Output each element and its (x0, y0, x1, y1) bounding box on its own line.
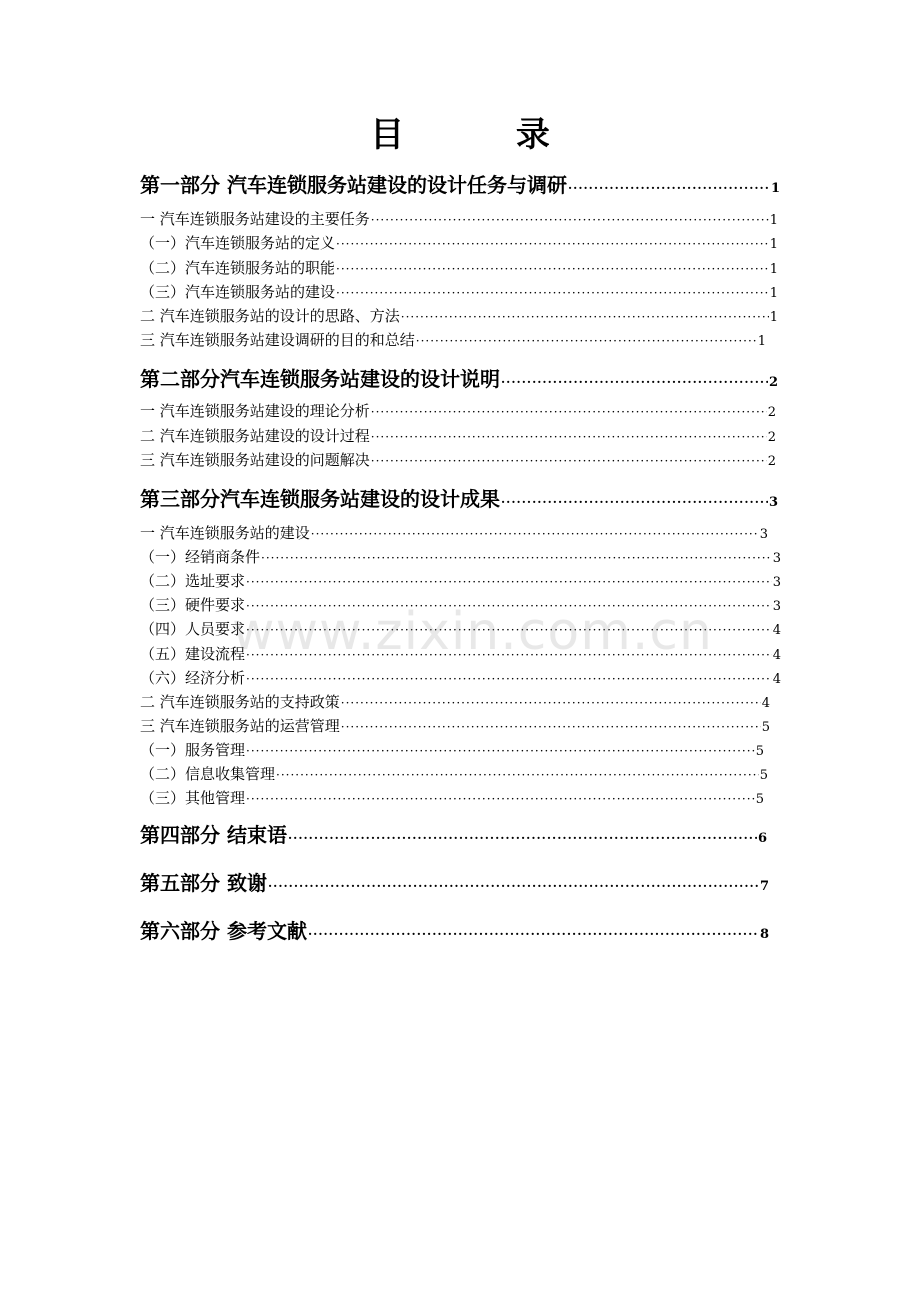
toc-leader-dots (416, 330, 757, 352)
toc-entry-label: 第五部分 致谢 (140, 871, 267, 895)
toc-page-number: 1 (769, 286, 778, 301)
toc-entry-label: 二 汽车连锁服务站的设计的思路、方法 (140, 307, 400, 325)
toc-leader-dots (401, 306, 769, 328)
toc-page-number: 4 (761, 696, 770, 711)
toc-part-entry[interactable] (140, 870, 769, 900)
toc-leader-dots (341, 716, 761, 738)
toc-section-entry[interactable] (140, 739, 764, 763)
toc-page-number: 3 (759, 527, 768, 542)
toc-leader-dots (336, 258, 769, 280)
toc-section-entry[interactable] (140, 208, 778, 232)
toc-leader-dots (501, 489, 768, 515)
toc-entry-label: 一 汽车连锁服务站的建设 (140, 524, 310, 542)
toc-section-entry[interactable] (140, 400, 776, 424)
toc-part-entry[interactable] (140, 486, 778, 516)
toc-entry-label: （三）汽车连锁服务站的建设 (140, 283, 336, 301)
toc-section-entry[interactable] (140, 715, 770, 739)
toc-entry-label: （五）建设流程 (140, 645, 246, 663)
toc-entry-label: （二）选址要求 (140, 572, 246, 590)
toc-leader-dots (311, 523, 759, 545)
toc-page-number: 1 (757, 334, 766, 349)
toc-leader-dots (268, 873, 759, 899)
toc-section-entry[interactable] (140, 570, 781, 594)
toc-entry-label: 第六部分 参考文献 (140, 919, 307, 943)
toc-page-number: 3 (772, 551, 781, 566)
toc-leader-dots (501, 369, 768, 395)
toc-page-number: 5 (761, 720, 770, 735)
toc-page-number: 3 (772, 575, 781, 590)
toc-leader-dots (246, 668, 772, 690)
toc-entry-label: 一 汽车连锁服务站建设的主要任务 (140, 210, 370, 228)
toc-part-entry[interactable] (140, 172, 780, 202)
toc-section-entry[interactable] (140, 763, 768, 787)
toc-section-entry[interactable] (140, 787, 764, 811)
toc-leader-dots (371, 401, 767, 423)
toc-entry-label: 第三部分汽车连锁服务站建设的设计成果 (140, 487, 500, 511)
toc-page-number: 1 (769, 262, 778, 277)
toc-entry-label: （一）经销商条件 (140, 548, 261, 566)
toc-entry-label: 二 汽车连锁服务站的支持政策 (140, 693, 340, 711)
toc-page-number: 1 (769, 310, 778, 325)
toc-leader-dots (246, 595, 772, 617)
toc-entry-label: （三）其他管理 (140, 789, 246, 807)
toc-page-number: 2 (767, 454, 776, 469)
toc-leader-dots (336, 233, 769, 255)
toc-entry-label: 三 汽车连锁服务站建设的问题解决 (140, 451, 370, 469)
toc-leader-dots (261, 547, 772, 569)
toc-leader-dots (246, 788, 755, 810)
toc-entry-label: 第四部分 结束语 (140, 823, 287, 847)
toc-part-entry[interactable] (140, 918, 769, 948)
toc-page-number: 5 (755, 744, 764, 759)
toc-page-number: 3 (772, 599, 781, 614)
toc-section-entry[interactable] (140, 425, 776, 449)
watermark: www.zixin.com.cn (232, 602, 713, 662)
toc-leader-dots (288, 825, 757, 851)
toc-entry-label: （四）人员要求 (140, 620, 246, 638)
toc-entry-label: 三 汽车连锁服务站的运营管理 (140, 717, 340, 735)
toc-leader-dots (308, 921, 759, 947)
toc-entry-label: 第二部分汽车连锁服务站建设的设计说明 (140, 367, 500, 391)
toc-page-number: 1 (769, 237, 778, 252)
toc-leader-dots (371, 426, 767, 448)
toc-entry-label: （一）汽车连锁服务站的定义 (140, 234, 336, 252)
toc-leader-dots (341, 692, 761, 714)
toc-section-entry[interactable] (140, 618, 781, 642)
toc-entry-label: 第一部分 汽车连锁服务站建设的设计任务与调研 (140, 173, 567, 197)
toc-section-entry[interactable] (140, 522, 768, 546)
toc-part-entry[interactable] (140, 822, 767, 852)
toc-page-number: 4 (772, 623, 781, 638)
toc-page-number: 7 (759, 879, 769, 894)
toc-page-number: 1 (769, 213, 778, 228)
toc-leader-dots (246, 619, 772, 641)
toc-entry-label: 二 汽车连锁服务站建设的设计过程 (140, 427, 370, 445)
toc-section-entry[interactable] (140, 257, 778, 281)
toc-page-number: 5 (755, 792, 764, 807)
toc-page-number: 1 (770, 181, 780, 196)
toc-leader-dots (246, 644, 772, 666)
toc-page-number: 8 (759, 927, 769, 942)
toc-page-number: 2 (768, 375, 778, 390)
toc-section-entry[interactable] (140, 546, 781, 570)
toc-title: 目 录 (370, 115, 600, 155)
toc-section-entry[interactable] (140, 643, 781, 667)
toc-page-number: 4 (772, 648, 781, 663)
toc-section-entry[interactable] (140, 449, 776, 473)
toc-page-number: 5 (759, 768, 768, 783)
toc-section-entry[interactable] (140, 594, 781, 618)
toc-entry-label: （三）硬件要求 (140, 596, 246, 614)
toc-part-entry[interactable] (140, 366, 778, 396)
toc-page-number: 6 (757, 831, 767, 846)
toc-leader-dots (246, 571, 772, 593)
toc-section-entry[interactable] (140, 329, 766, 353)
toc-entry-label: （一）服务管理 (140, 741, 246, 759)
toc-entry-label: 三 汽车连锁服务站建设调研的目的和总结 (140, 331, 415, 349)
toc-leader-dots (568, 175, 770, 201)
toc-entry-label: （二）汽车连锁服务站的职能 (140, 259, 336, 277)
toc-section-entry[interactable] (140, 232, 778, 256)
toc-leader-dots (336, 282, 769, 304)
toc-section-entry[interactable] (140, 667, 781, 691)
toc-leader-dots (246, 740, 755, 762)
toc-page-number: 2 (767, 430, 776, 445)
toc-entry-label: （二）信息收集管理 (140, 765, 276, 783)
toc-entry-label: （六）经济分析 (140, 669, 246, 687)
toc-page-number: 3 (768, 495, 778, 510)
toc-section-entry[interactable] (140, 305, 778, 329)
toc-leader-dots (371, 209, 769, 231)
toc-section-entry[interactable] (140, 691, 770, 715)
toc-leader-dots (276, 764, 759, 786)
toc-page-number: 2 (767, 405, 776, 420)
toc-section-entry[interactable] (140, 281, 778, 305)
toc-entry-label: 一 汽车连锁服务站建设的理论分析 (140, 402, 370, 420)
toc-page-number: 4 (772, 672, 781, 687)
toc-leader-dots (371, 450, 767, 472)
